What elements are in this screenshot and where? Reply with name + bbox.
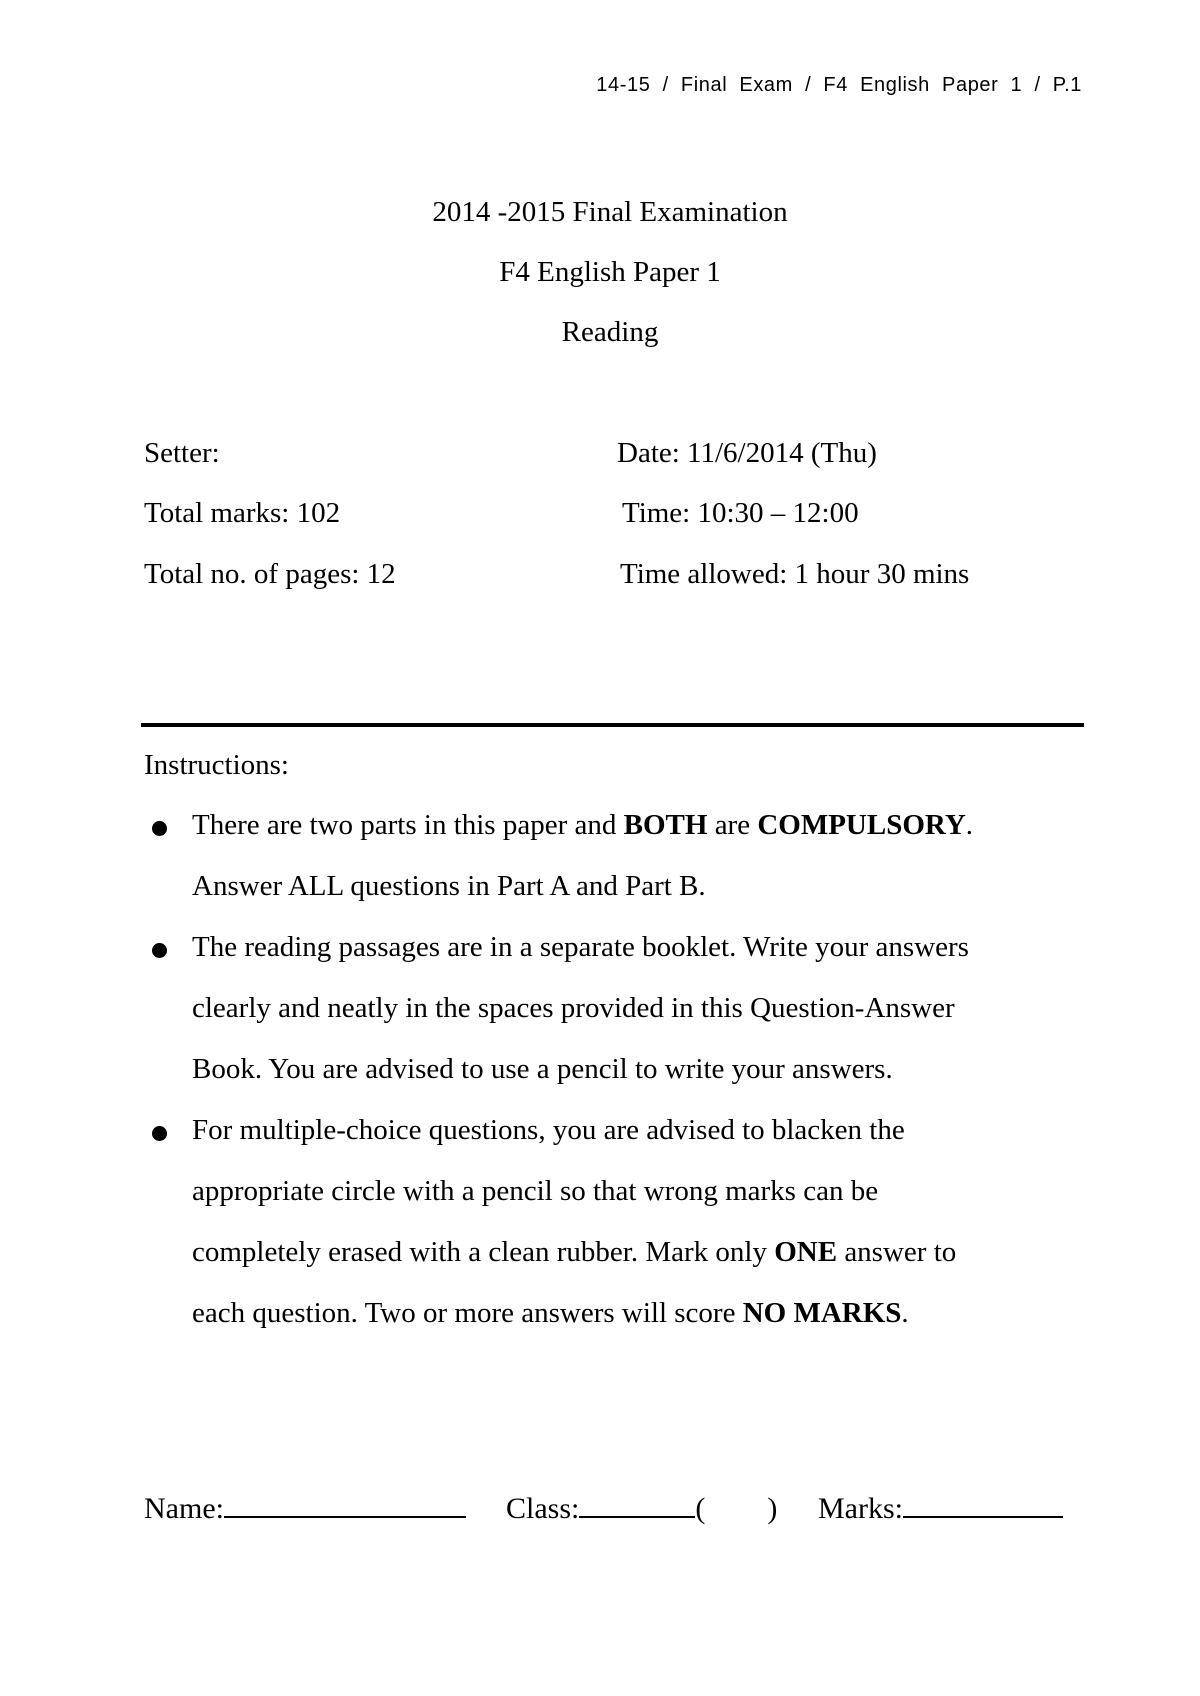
class-field[interactable] — [506, 1492, 777, 1526]
name-blank[interactable] — [224, 1515, 466, 1518]
class-label: Class: — [506, 1492, 580, 1525]
exam-title: 2014 -2015 Final Examination — [432, 196, 788, 228]
total-pages: Total no. of pages: 12 — [144, 558, 396, 590]
instruction-item-3: For multiple-choice questions, you are advised to blacken the appropriate circle with a pencil so that wrong marks can be completely erased with a clean rubber. Mark only ONE answer to each question. Two or more answers will score NO MARKS. — [144, 1100, 1094, 1346]
divider-rule — [141, 723, 1084, 727]
emphasis-one: ONE — [774, 1236, 838, 1268]
instruction-item-2: The reading passages are in a separate booklet. Write your answers clearly and neatly in the spaces provided in this Question-Answer Book. You are advised to use a pencil to write your answers. — [144, 917, 1094, 1102]
emphasis-no-marks: NO MARKS — [742, 1297, 902, 1329]
exam-time: Time: 10:30 – 12:00 — [622, 497, 859, 529]
setter-label: Setter: — [144, 437, 220, 469]
marks-field[interactable] — [818, 1492, 1063, 1526]
bullet-dot-icon — [152, 821, 167, 836]
class-number-open-paren: ( — [695, 1492, 706, 1525]
class-blank[interactable] — [579, 1515, 695, 1518]
time-allowed: Time allowed: 1 hour 30 mins — [620, 558, 970, 590]
marks-label: Marks: — [818, 1492, 903, 1525]
marks-blank[interactable] — [903, 1515, 1063, 1518]
section-title: Reading — [561, 316, 659, 348]
bullet-dot-icon — [152, 943, 167, 958]
emphasis-compulsory: COMPULSORY — [757, 809, 966, 841]
paper-title: F4 English Paper 1 — [499, 256, 721, 288]
bullet-dot-icon — [152, 1126, 167, 1141]
instruction-item-1: There are two parts in this paper and BOTH are COMPULSORY. Answer ALL questions in Part A and Part B. — [144, 795, 1094, 919]
emphasis-both: BOTH — [623, 809, 708, 841]
running-header: 14-15 / Final Exam / F4 English Paper 1 / P.1 — [596, 74, 1082, 96]
name-field[interactable] — [144, 1492, 466, 1526]
name-label: Name: — [144, 1492, 224, 1525]
exam-date: Date: 11/6/2014 (Thu) — [617, 437, 877, 469]
class-number-close-paren: ) — [767, 1492, 778, 1525]
total-marks: Total marks: 102 — [144, 497, 341, 529]
instructions-heading: Instructions: — [144, 749, 289, 781]
